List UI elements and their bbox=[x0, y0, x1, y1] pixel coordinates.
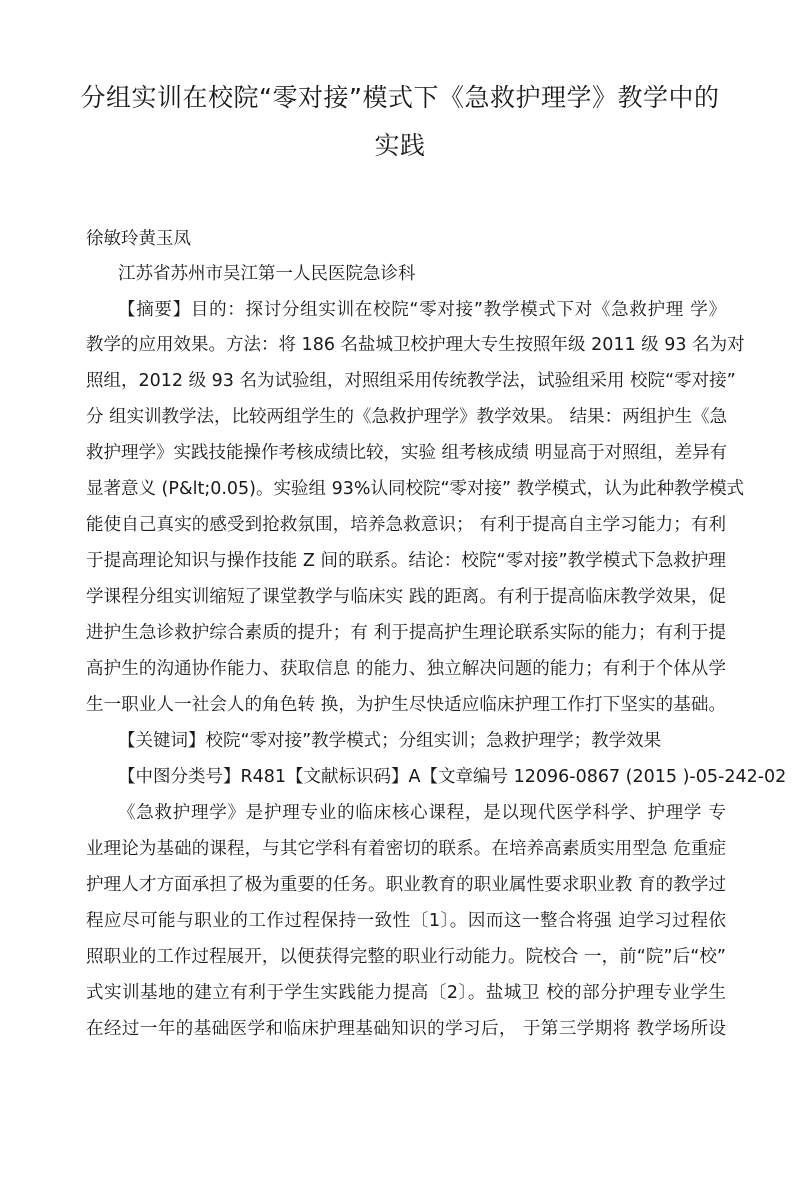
classification-info: 【中图分类号】R481【文献标识码】A【文章编号 12096-0867 (2015 )-05-242-02 bbox=[118, 767, 787, 787]
abstract-line: 【摘要】目的：探讨分组实训在校院“零对接”教学模式下对《急救护理 学》 bbox=[118, 300, 726, 320]
abstract-line: 照组，2012 级 93 名为试验组，对照组采用传统教学法，试验组采用 校院“零对接” bbox=[86, 371, 736, 391]
body-line: 在经过一年的基础医学和临床护理基础知识的学习后， 于第三学期将 教学场所设 bbox=[86, 1019, 726, 1039]
authors: 徐敏玲黄玉凤 bbox=[86, 229, 191, 249]
abstract-line: 学课程分组实训缩短了课堂教学与临床实 践的距离。有利于提高临床教学效果，促 bbox=[86, 587, 726, 607]
affiliation: 江苏省苏州市吴江第一人民医院急诊科 bbox=[118, 264, 416, 284]
abstract-line: 高护生的沟通协作能力、获取信息 的能力、独立解决问题的能力；有利于个体从学 bbox=[86, 659, 726, 679]
body-line: 护理人才方面承担了极为重要的任务。职业教育的职业属性要求职业教 育的教学过 bbox=[86, 875, 726, 895]
abstract-line: 显著意义 (P&lt;0.05)。实验组 93%认同校院“零对接” 教学模式，认为此种教学模式 bbox=[86, 479, 745, 499]
abstract-line: 分 组实训教学法，比较两组学生的《急救护理学》教学效果。 结果：两组护生《急 bbox=[86, 407, 728, 427]
body-line: 业理论为基础的课程，与其它学科有着密切的联系。在培养高素质实用型急 危重症 bbox=[86, 839, 726, 859]
abstract-line: 进护生急诊救护综合素质的提升；有 利于提高护生理论联系实际的能力；有利于提 bbox=[86, 623, 726, 643]
body-line: 《急救护理学》是护理专业的临床核心课程，是以现代医学科学、护理学 专 bbox=[118, 803, 726, 823]
keywords: 【关键词】校院“零对接”教学模式；分组实训；急救护理学；教学效果 bbox=[118, 731, 662, 751]
body-line: 程应尽可能与职业的工作过程保持一致性〔1〕。因而这一整合将强 迫学习过程依 bbox=[86, 911, 726, 931]
abstract-line: 教学的应用效果。方法：将 186 名盐城卫校护理大专生按照年级 2011 级 93 名为对 bbox=[86, 335, 745, 355]
abstract-line: 救护理学》实践技能操作考核成绩比较，实验 组考核成绩 明显高于对照组，差异有 bbox=[86, 443, 728, 463]
paper-title-line-2: 实践 bbox=[374, 131, 426, 160]
abstract-line: 能使自己真实的感受到抢救氛围，培养急救意识； 有利于提高自主学习能力；有利 bbox=[86, 515, 726, 535]
abstract-line: 于提高理论知识与操作技能 Z 间的联系。结论：校院“零对接”教学模式下急救护理 bbox=[86, 551, 726, 571]
body-line: 式实训基地的建立有利于学生实践能力提高〔2〕。盐城卫 校的部分护理专业学生 bbox=[86, 983, 726, 1003]
abstract-line: 生一职业人一社会人的角色转 换，为护生尽快适应临床护理工作打下坚实的基础。 bbox=[86, 695, 726, 715]
paper-title-line-1: 分组实训在校院“零对接”模式下《急救护理学》教学中的 bbox=[80, 83, 720, 112]
body-line: 照职业的工作过程展开，以便获得完整的职业行动能力。院校合 一，前“院”后“校” bbox=[86, 947, 726, 967]
